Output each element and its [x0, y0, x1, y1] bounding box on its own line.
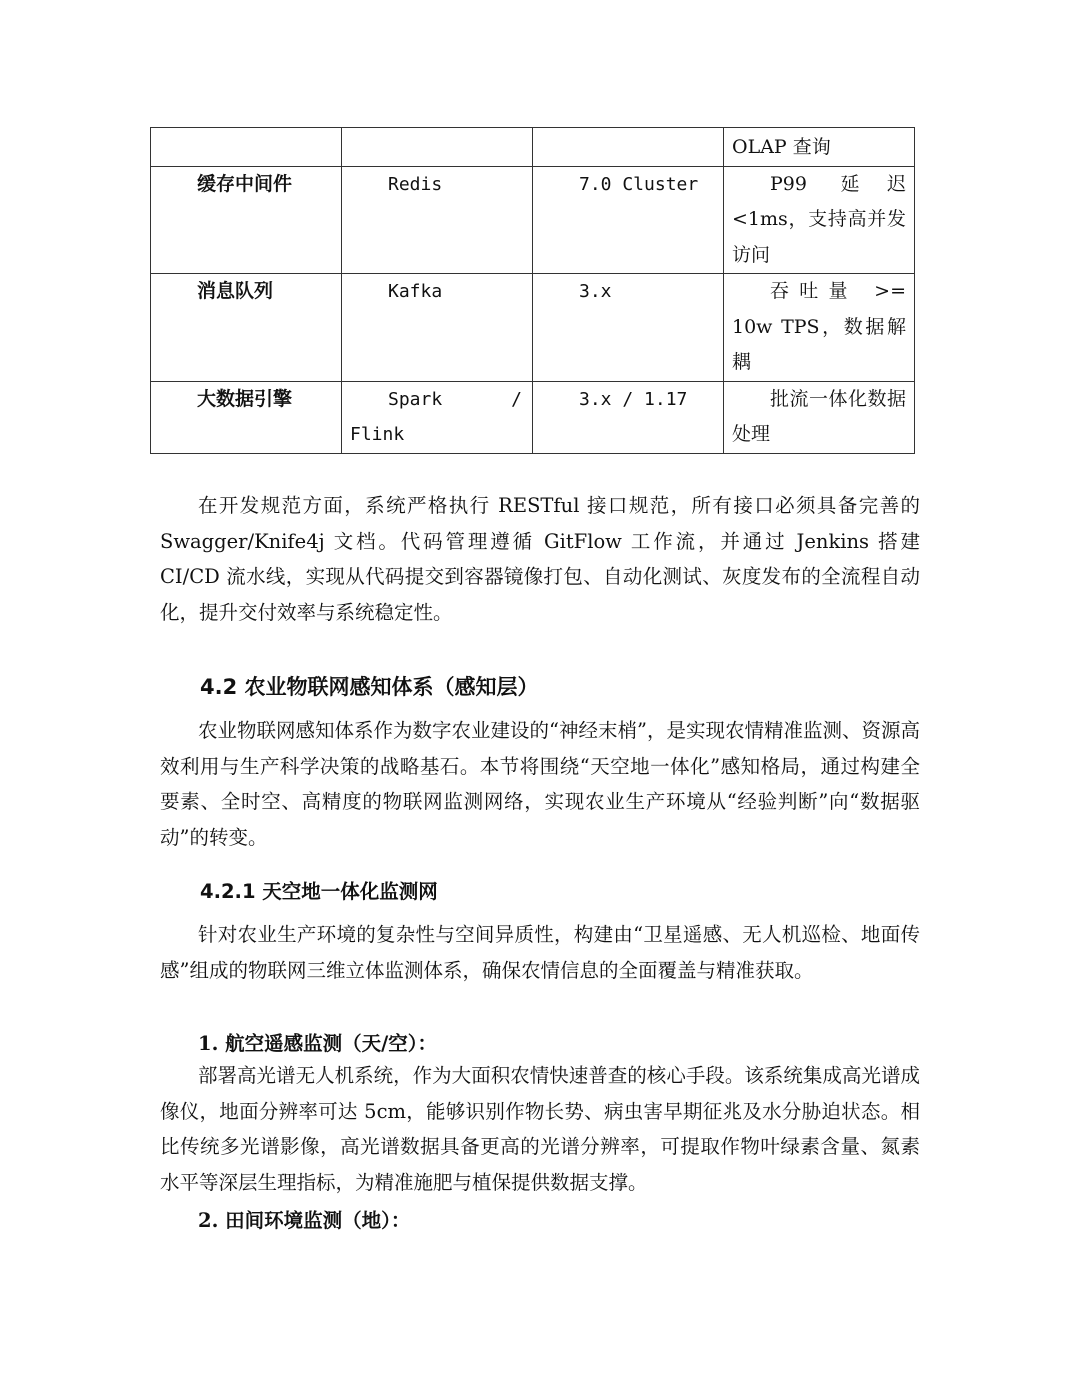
table-cell: 7.0 Cluster	[533, 166, 724, 274]
table-cell: 3.x	[533, 274, 724, 382]
tech-separator: /	[511, 388, 522, 410]
section-4-2-intro: 农业物联网感知体系作为数字农业建设的“神经末梢”，是实现农情精准监测、资源高效利用与生产科学决策的战略基石。本节将围绕“天空地一体化”感知格局，通过构建全要素、全时空、高精度的物联网监测网络，实现农业生产环境从“经验判断”向“数据驱动”的转变。	[160, 719, 920, 849]
table-cell: 批流一体化数据处理	[724, 381, 915, 453]
section-4-2-heading: 4.2 农业物联网感知体系（感知层）	[200, 675, 539, 699]
tech-spark: Spark	[388, 388, 443, 410]
item-2-heading: 2. 田间环境监测（地）：	[198, 1209, 411, 1232]
table-row	[151, 128, 915, 167]
table-cell	[533, 128, 724, 167]
tech-stack-table	[150, 127, 915, 454]
item-1-heading: 1. 航空遥感监测（天/空）：	[198, 1032, 438, 1055]
table-cell	[151, 128, 342, 167]
table-row	[151, 166, 915, 274]
tech-flink: Flink	[350, 424, 405, 445]
section-4-2-1-heading: 4.2.1 天空地一体化监测网	[200, 880, 438, 903]
table-cell	[342, 381, 533, 453]
table-cell: Redis	[342, 166, 533, 274]
tech-cell-line1	[342, 382, 532, 418]
table-cell	[342, 128, 533, 167]
table-cell: Kafka	[342, 274, 533, 382]
table-cell: 缓存中间件	[151, 166, 342, 274]
dev-standards-paragraph: 在开发规范方面，系统严格执行 RESTful 接口规范，所有接口必须具备完善的 Swagger/Knife4j 文档。代码管理遵循 GitFlow 工作流，并通过 Jenkins 搭建 CI/CD 流水线，实现从代码提交到容器镜像打包、自动化测试、灰度发布的全流程自动化，提升交付效率与系统稳定性。	[160, 494, 920, 624]
table-cell: 大数据引擎	[151, 381, 342, 453]
table-cell: 消息队列	[151, 274, 342, 382]
table-cell: OLAP 查询	[724, 128, 915, 167]
table-cell: P99 延迟 <1ms，支持高并发访问	[724, 166, 915, 274]
table-row	[151, 274, 915, 382]
item-1-body: 部署高光谱无人机系统，作为大面积农情快速普查的核心手段。该系统集成高光谱成像仪，地面分辨率可达 5cm，能够识别作物长势、病虫害早期征兆及水分胁迫状态。相比传统多光谱影像，高光谱数据具备更高的光谱分辨率，可提取作物叶绿素含量、氮素水平等深层生理指标，为精准施肥与植保提供数据支撑。	[160, 1064, 920, 1194]
table-cell: 3.x / 1.17	[533, 381, 724, 453]
table-cell: 吞吐量 >= 10w TPS，数据解耦	[724, 274, 915, 382]
table-row	[151, 381, 915, 453]
section-4-2-1-intro: 针对农业生产环境的复杂性与空间异质性，构建由“卫星遥感、无人机巡检、地面传感”组成的物联网三维立体监测体系，确保农情信息的全面覆盖与精准获取。	[160, 923, 920, 982]
